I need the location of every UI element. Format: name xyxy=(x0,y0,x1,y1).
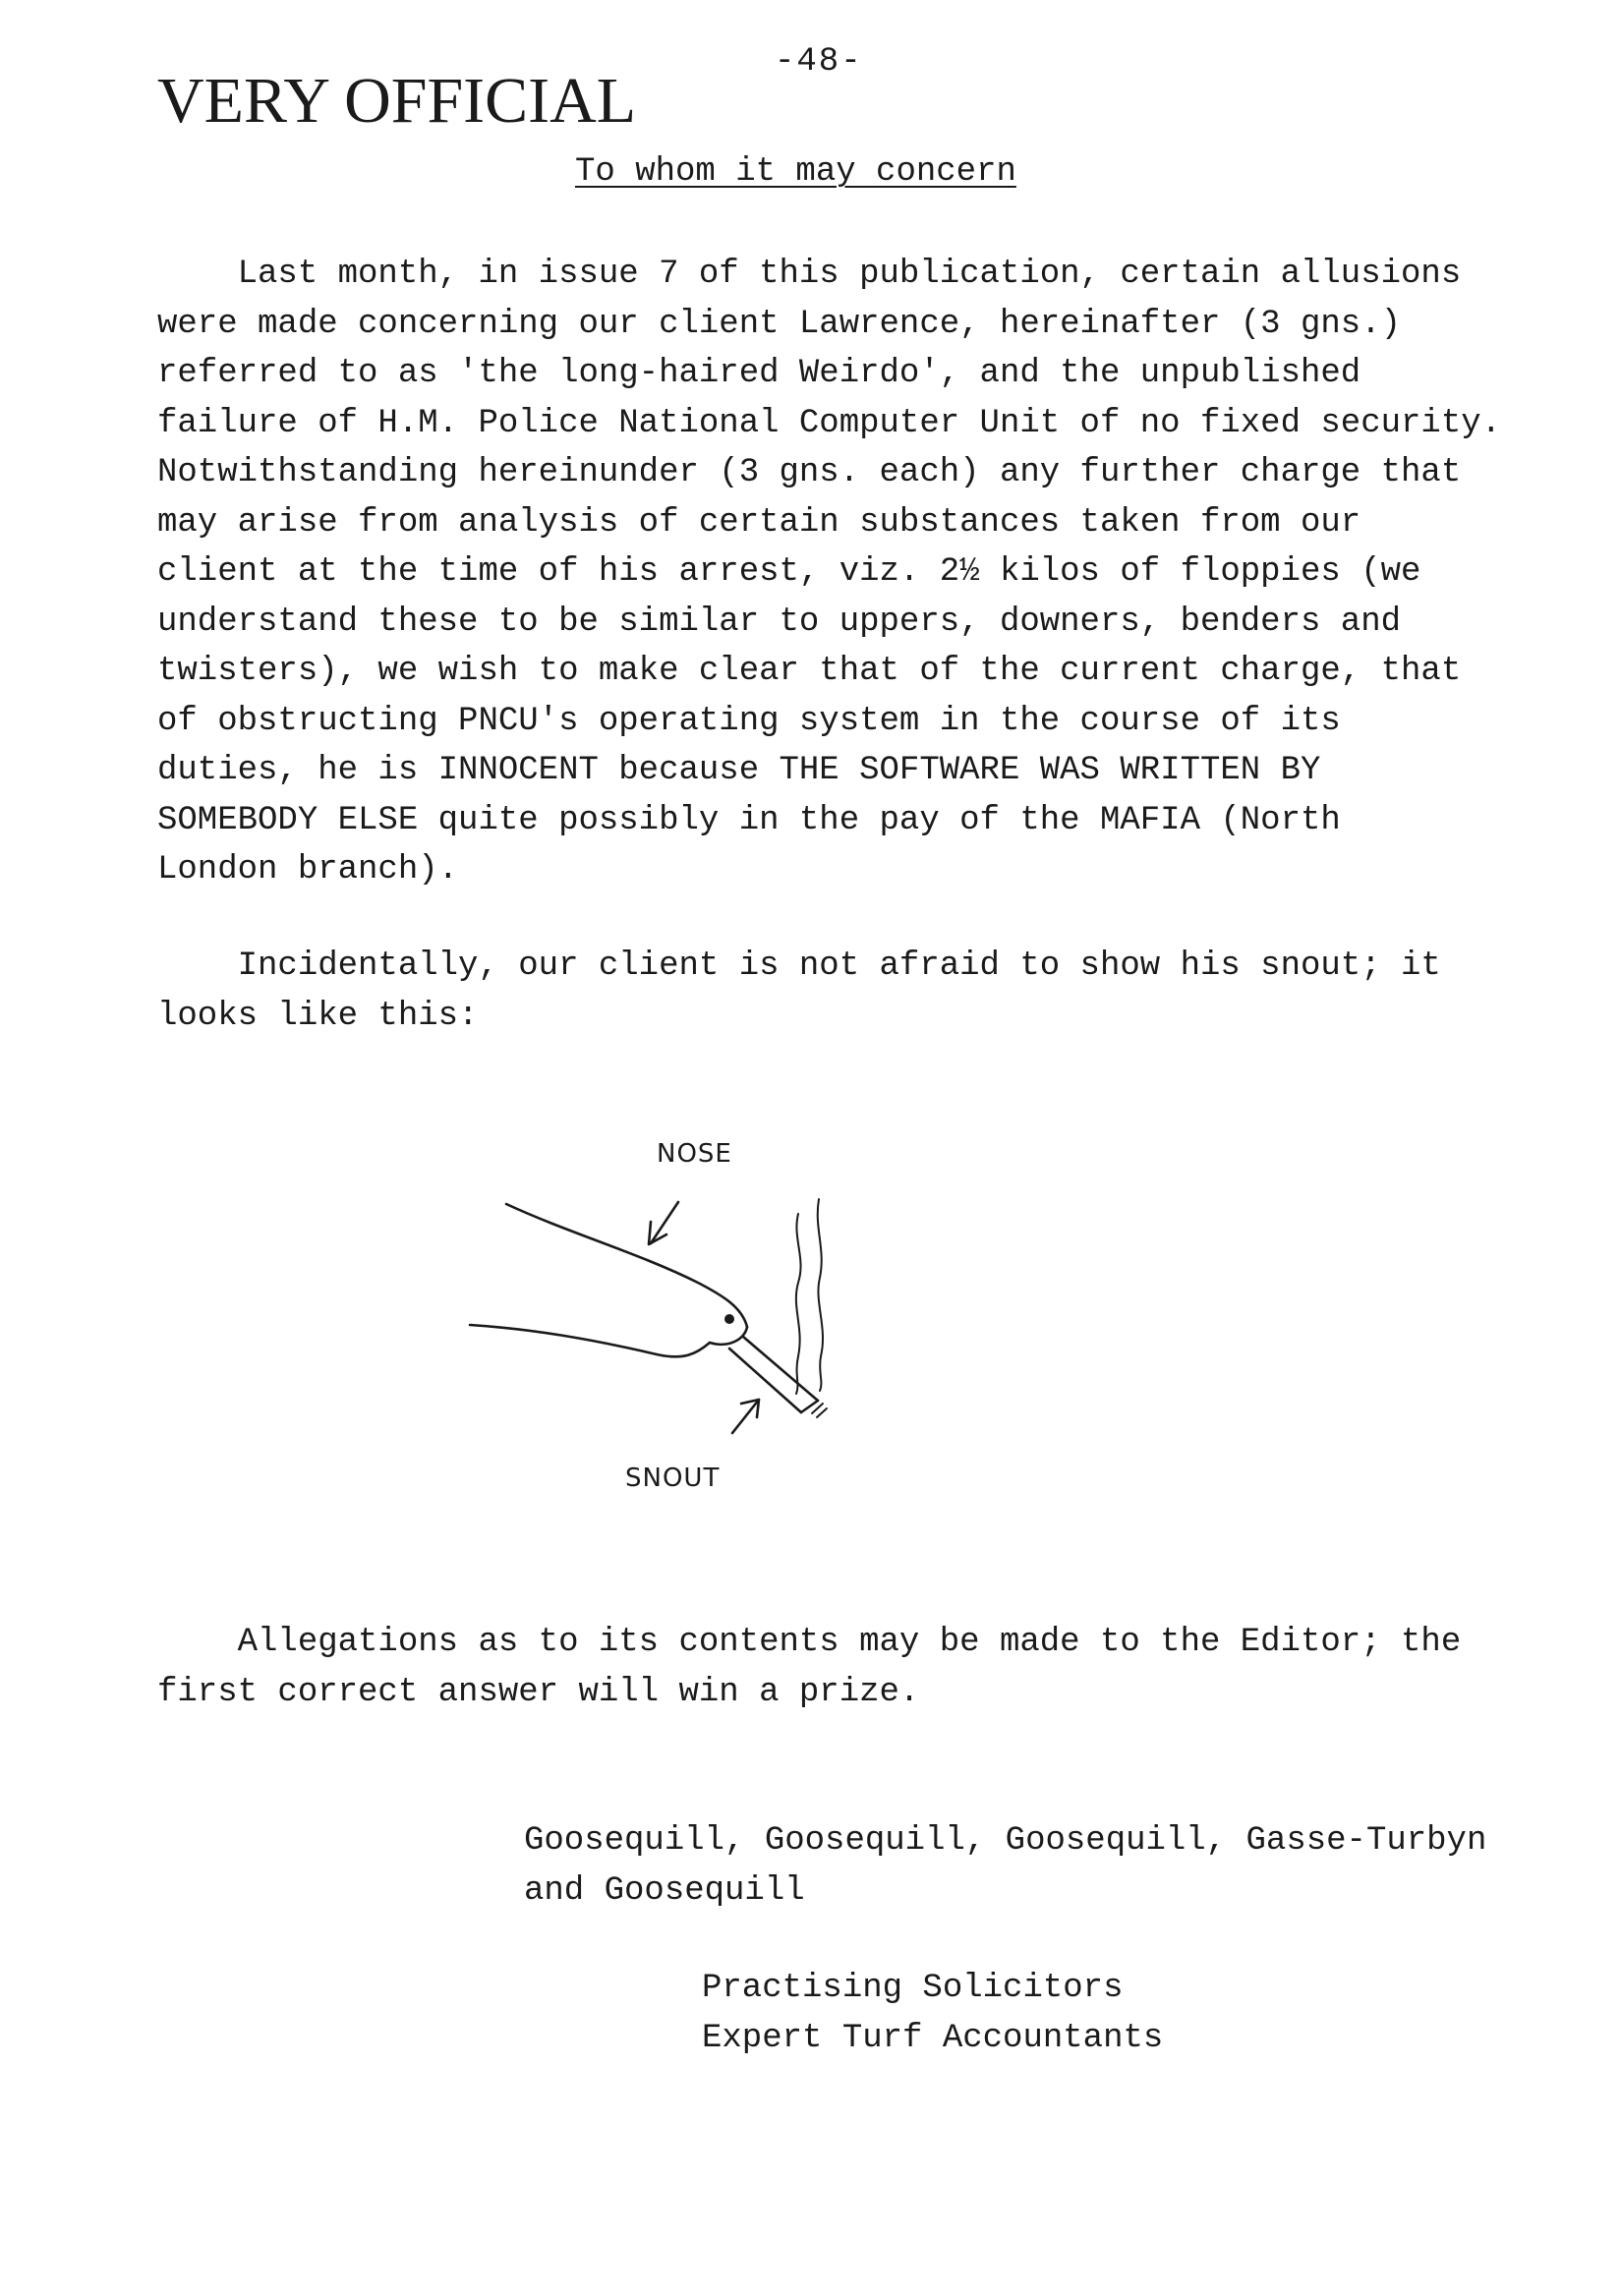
signature-block xyxy=(524,1816,1486,1916)
snout-label: SNOUT xyxy=(625,1464,721,1493)
snout-arrow-shaft xyxy=(732,1400,759,1433)
firm-role-block xyxy=(702,1964,1163,2063)
text-line: client at the time of his arrest, viz. 2½ kilos of floppies (we xyxy=(157,553,1421,591)
head-outline-upper xyxy=(506,1204,747,1327)
smoke-line-1 xyxy=(796,1214,801,1394)
smoke-line-2 xyxy=(818,1199,823,1391)
text-line: may arise from analysis of certain substances taken from our xyxy=(157,503,1361,542)
paragraph-allusions xyxy=(157,250,1501,895)
paragraph-allegations xyxy=(157,1618,1461,1717)
signature-line: Goosequill, Goosequill, Goosequill, Gasse-Turbyn xyxy=(524,1822,1487,1860)
eye-dot xyxy=(724,1314,734,1324)
nose-arrow-shaft xyxy=(651,1202,678,1243)
paragraph-snout-intro xyxy=(157,942,1441,1041)
snout-sketch xyxy=(433,1120,904,1514)
snout-tube-upper xyxy=(743,1337,818,1401)
text-line: looks like this: xyxy=(157,997,479,1035)
text-line: referred to as 'the long-haired Weirdo', and the unpublished xyxy=(157,355,1361,392)
nose-label: NOSE xyxy=(657,1139,732,1169)
text-line: Allegations as to its contents may be made to the Editor; the xyxy=(157,1624,1462,1661)
nose-tip xyxy=(710,1327,747,1345)
text-line: duties, he is INNOCENT because THE SOFTWARE WAS WRITTEN BY xyxy=(157,752,1321,789)
snout-ash-2 xyxy=(817,1408,827,1417)
text-line: twisters), we wish to make clear that of the current charge, that xyxy=(157,653,1462,690)
text-line: SOMEBODY ELSE quite possibly in the pay of the MAFIA (North xyxy=(157,801,1341,839)
text-line: of obstructing PNCU's operating system in the course of its xyxy=(157,702,1341,740)
masthead-title: VERY OFFICIAL xyxy=(157,65,637,137)
firm-role-line: Expert Turf Accountants xyxy=(702,2019,1164,2057)
firm-role-line: Practising Solicitors xyxy=(702,1970,1124,2007)
text-line: first correct answer will win a prize. xyxy=(157,1673,920,1711)
salutation: To whom it may concern xyxy=(575,153,1016,191)
page-number: -48- xyxy=(775,43,863,81)
text-line: failure of H.M. Police National Computer Unit of no fixed security. xyxy=(157,404,1502,442)
text-line: London branch). xyxy=(157,851,459,889)
signature-line: and Goosequill xyxy=(524,1871,805,1910)
text-line: understand these to be similar to uppers, downers, benders and xyxy=(157,603,1402,641)
text-line: Notwithstanding hereinunder (3 gns. each) any further charge that xyxy=(157,454,1462,491)
head-outline-lower xyxy=(470,1325,710,1356)
text-line: Incidentally, our client is not afraid to show his snout; it xyxy=(157,947,1441,985)
text-line: were made concerning our client Lawrence, hereinafter (3 gns.) xyxy=(157,305,1402,343)
text-line: Last month, in issue 7 of this publication, certain allusions xyxy=(157,256,1462,293)
snout-drawing xyxy=(433,1120,904,1514)
